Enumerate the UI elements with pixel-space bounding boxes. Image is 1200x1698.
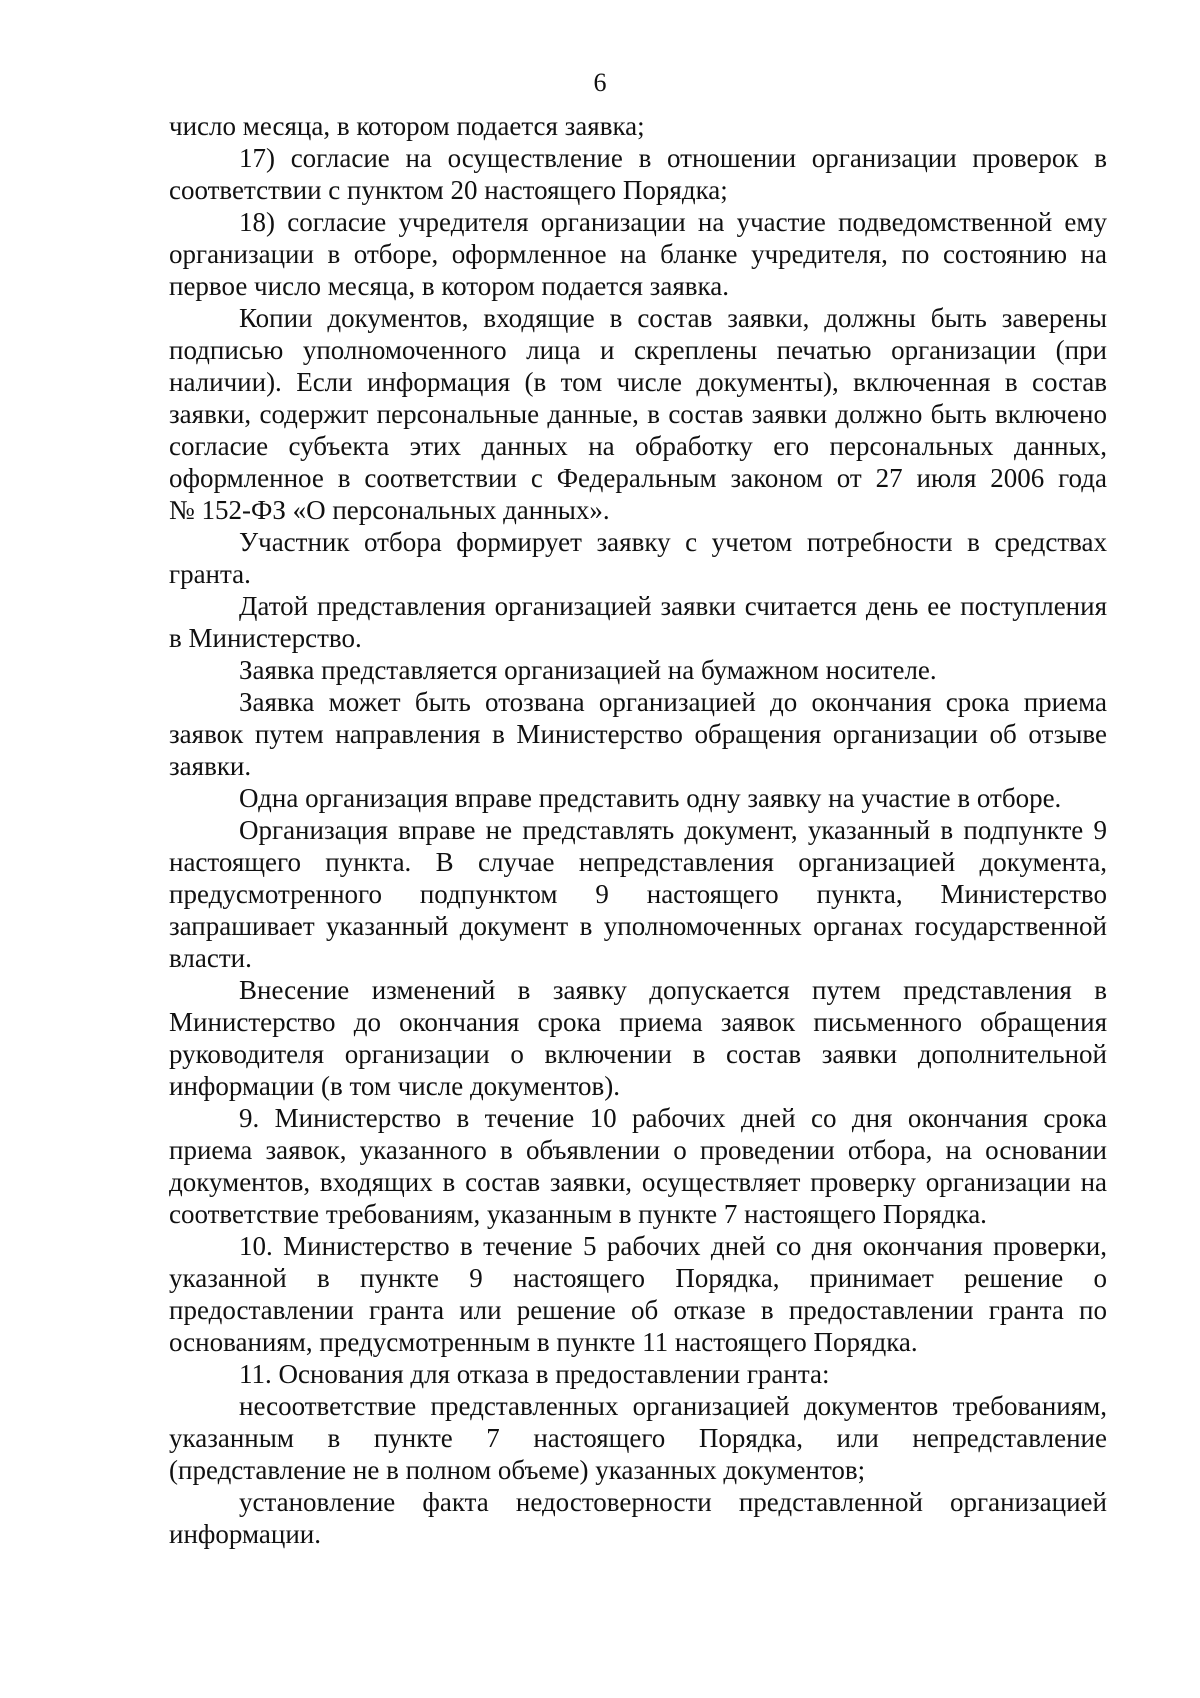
text-line: 18) согласие учредителя организации на участие подведомственной ему <box>239 207 1107 237</box>
text-line: несоответствие представленных организацией документов требованиям, <box>239 1391 1107 1421</box>
text-line: организации в отборе, оформленное на бланке учредителя, по состоянию на <box>169 239 1107 269</box>
text-line: число месяца, в котором подается заявка; <box>169 111 645 141</box>
text-line: 17) согласие на осуществление в отношении организации проверок в <box>239 143 1107 173</box>
text-line: наличии). Если информация (в том числе документы), включенная в состав <box>169 367 1107 397</box>
text-line: соответствие требованиям, указанным в пункте 7 настоящего Порядка. <box>169 1199 987 1229</box>
text-line: оформленное в соответствии с Федеральным законом от 27 июля 2006 года <box>169 463 1107 493</box>
text-line: Одна организация вправе представить одну заявку на участие в отборе. <box>239 783 1062 813</box>
text-line: Организация вправе не представлять документ, указанный в подпункте 9 <box>239 815 1107 845</box>
text-line: гранта. <box>169 559 251 589</box>
text-line: 10. Министерство в течение 5 рабочих дней со дня окончания проверки, <box>239 1231 1107 1261</box>
page-number: 6 <box>593 68 607 97</box>
text-line: установление факта недостоверности представленной организацией <box>239 1487 1107 1517</box>
text-line: 9. Министерство в течение 10 рабочих дней со дня окончания срока <box>239 1103 1107 1133</box>
text-line: Министерство до окончания срока приема заявок письменного обращения <box>169 1007 1107 1037</box>
text-line: 11. Основания для отказа в предоставлении гранта: <box>239 1359 830 1389</box>
text-line: Заявка может быть отозвана организацией до окончания срока приема <box>239 687 1107 717</box>
text-line: Участник отбора формирует заявку с учетом потребности в средствах <box>239 527 1107 557</box>
text-line: Внесение изменений в заявку допускается путем представления в <box>239 975 1107 1005</box>
text-line: Датой представления организацией заявки считается день ее поступления <box>239 591 1107 621</box>
text-line: приема заявок, указанного в объявлении о проведении отбора, на основании <box>169 1135 1107 1165</box>
text-line: предусмотренного подпунктом 9 настоящего пункта, Министерство <box>169 879 1107 909</box>
text-line: № 152-ФЗ «О персональных данных». <box>169 495 610 525</box>
text-line: Копии документов, входящие в состав заявки, должны быть заверены <box>239 303 1107 333</box>
text-line: в Министерство. <box>169 623 362 653</box>
text-line: предоставлении гранта или решение об отказе в предоставлении гранта по <box>169 1295 1107 1325</box>
text-line: заявки. <box>169 751 252 781</box>
text-line: настоящего пункта. В случае непредставления организацией документа, <box>169 847 1107 877</box>
text-line: заявки, содержит персональные данные, в состав заявки должно быть включено <box>169 399 1107 429</box>
text-line: подписью уполномоченного лица и скреплены печатью организации (при <box>169 335 1107 365</box>
text-line: указанным в пункте 7 настоящего Порядка, или непредставление <box>169 1423 1107 1453</box>
text-line: (представление не в полном объеме) указанных документов; <box>169 1455 866 1485</box>
document-body <box>169 110 1107 1550</box>
text-line: указанной в пункте 9 настоящего Порядка, принимает решение о <box>169 1263 1107 1293</box>
text-line: первое число месяца, в котором подается заявка. <box>169 271 729 301</box>
text-line: власти. <box>169 943 252 973</box>
text-line: заявок путем направления в Министерство обращения организации об отзыве <box>169 719 1107 749</box>
text-line: информации. <box>169 1519 321 1549</box>
text-line: руководителя организации о включении в состав заявки дополнительной <box>169 1039 1107 1069</box>
text-line: соответствии с пунктом 20 настоящего Порядка; <box>169 175 728 205</box>
text-line: основаниям, предусмотренным в пункте 11 настоящего Порядка. <box>169 1327 918 1357</box>
text-line: запрашивает указанный документ в уполномоченных органах государственной <box>169 911 1107 941</box>
text-line: информации (в том числе документов). <box>169 1071 621 1101</box>
text-line: документов, входящих в состав заявки, осуществляет проверку организации на <box>169 1167 1107 1197</box>
text-line: согласие субъекта этих данных на обработку его персональных данных, <box>169 431 1107 461</box>
text-line: Заявка представляется организацией на бумажном носителе. <box>239 655 937 685</box>
